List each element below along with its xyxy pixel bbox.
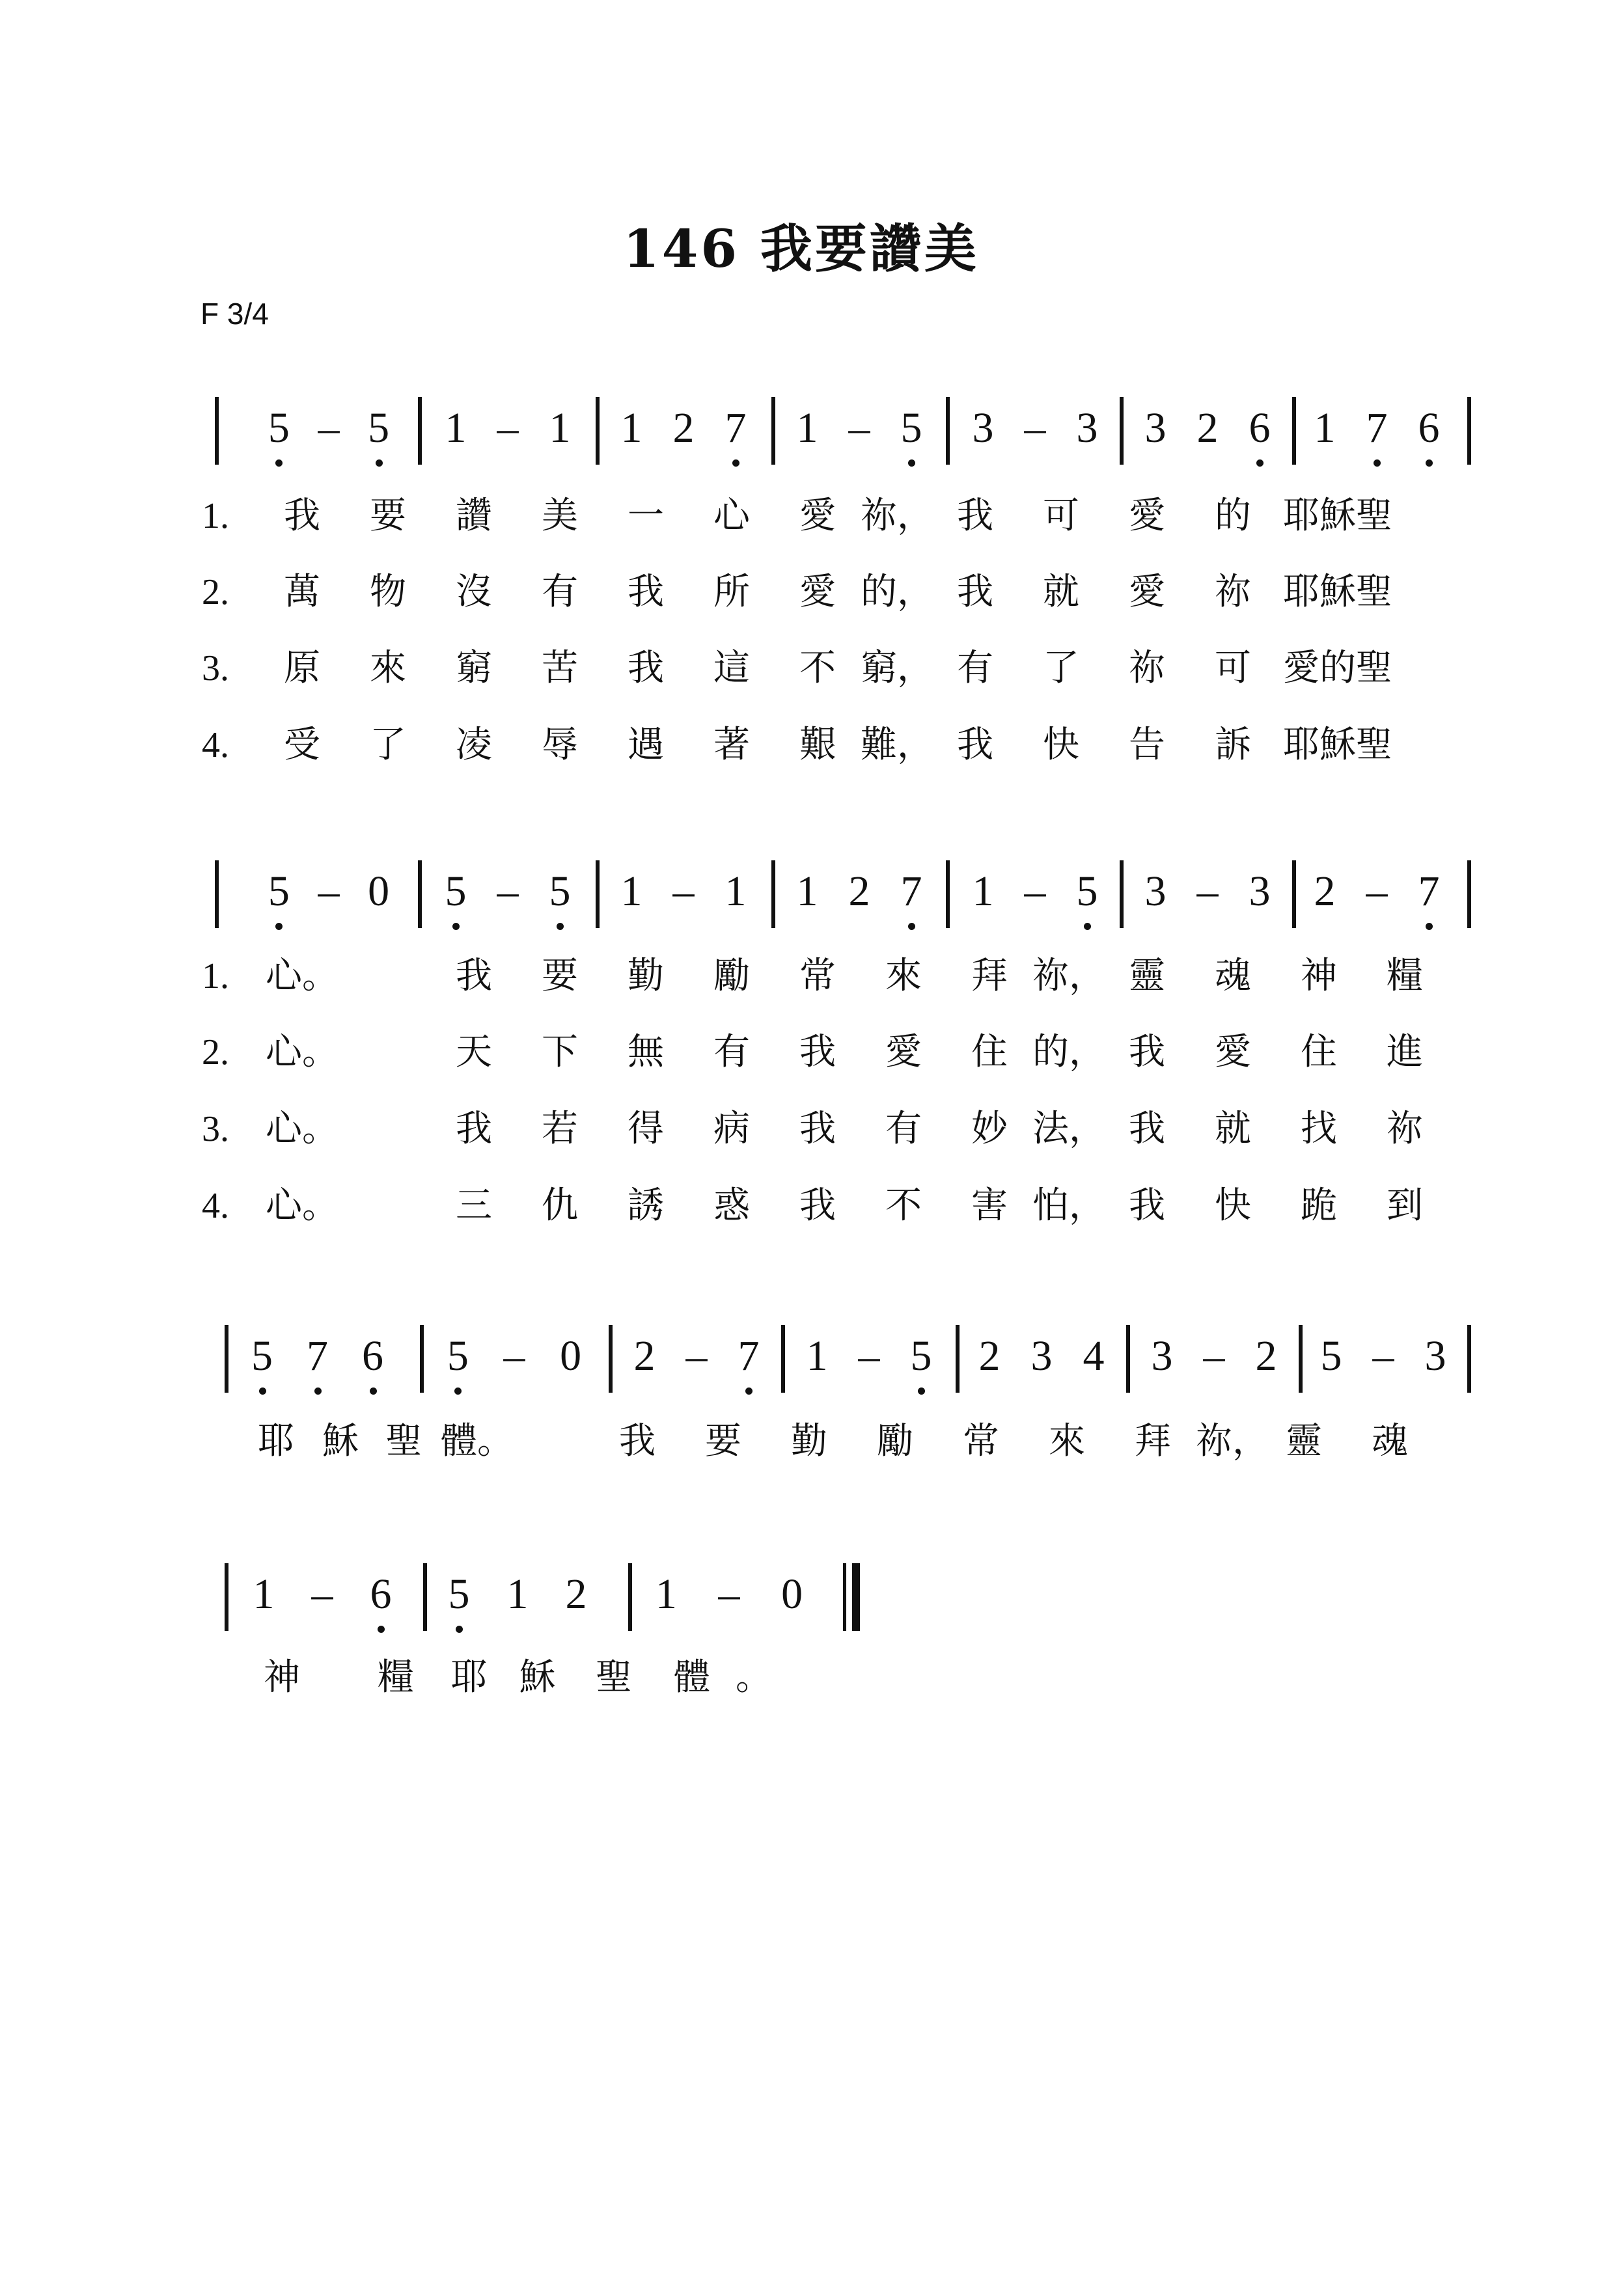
lyric-char: 穌 [322, 1420, 359, 1462]
lyric-char: 我 [957, 571, 993, 613]
lyric-char: 可 [1043, 495, 1079, 537]
lyric-line-verse-3 [202, 646, 1400, 691]
lyric-char: 祢， [1196, 1420, 1269, 1462]
note: – [718, 1570, 740, 1618]
note: 1 [725, 868, 747, 915]
lyric-char: 心。 [266, 955, 338, 997]
note: 3 [1249, 868, 1271, 915]
lyric-char: 住 [971, 1031, 1008, 1073]
lyric-char: 得 [628, 1108, 664, 1150]
lyric-char: 我 [799, 1031, 836, 1073]
lyric-line [241, 1419, 1433, 1464]
lyric-char: 神 [1301, 955, 1337, 997]
lyric-char: 體 [674, 1656, 710, 1699]
barline [1292, 397, 1296, 465]
measure [963, 1325, 1120, 1403]
lyric-char: 勤 [628, 955, 664, 997]
note: 0 [368, 868, 390, 915]
note: 7 [1357, 397, 1396, 459]
note: 5 [1068, 860, 1107, 923]
note: – [1024, 404, 1046, 452]
note: 2 [978, 1332, 1001, 1380]
lyric-char: 勵 [877, 1420, 913, 1462]
lyric-char: 我 [628, 647, 664, 689]
barline [628, 1563, 632, 1631]
note: 7 [892, 860, 931, 923]
lyric-char: 。 [736, 1656, 772, 1699]
lyric-char: 魂 [1215, 955, 1251, 997]
note: – [685, 1332, 708, 1380]
measure [1129, 860, 1286, 938]
barline [420, 1325, 424, 1393]
lyric-char: 聖 [385, 1420, 422, 1462]
lyric-char: 可 [1215, 647, 1251, 689]
note: 3 [1144, 404, 1167, 452]
note: 1 [549, 404, 571, 452]
verse-number: 2. [202, 572, 229, 612]
lyric-char: 來 [1049, 1420, 1085, 1462]
lyric-char: 祢 [1215, 571, 1251, 613]
note: 5 [439, 1563, 478, 1626]
lyric-char: 我 [799, 1108, 836, 1150]
measure [781, 860, 937, 938]
lyric-char: 遇 [628, 724, 664, 766]
note: 5 [892, 397, 931, 459]
lyric-char: 我 [1129, 1184, 1165, 1227]
lyric-char: 拜 [971, 955, 1008, 997]
barline [771, 860, 775, 928]
lyric-char: 病 [713, 1108, 750, 1150]
lyric-char: 耶穌聖 [1283, 724, 1392, 766]
note: 5 [902, 1325, 941, 1387]
note: 1 [806, 1332, 828, 1380]
lyric-char: 不 [885, 1184, 922, 1227]
key-signature: F 3/4 [200, 297, 269, 331]
measure [1299, 860, 1455, 938]
note: – [497, 868, 519, 915]
note: 7 [1409, 860, 1448, 923]
note: 6 [353, 1325, 393, 1387]
lyric-line [246, 1655, 780, 1701]
note: 6 [361, 1563, 400, 1626]
note: – [497, 404, 519, 452]
note: – [672, 868, 695, 915]
lyric-char: 三 [456, 1184, 492, 1227]
lyric-char: 受 [284, 724, 320, 766]
lyric-char: 我 [284, 495, 320, 537]
lyric-char: 辱 [542, 724, 578, 766]
note: 0 [560, 1332, 582, 1380]
measure [1136, 1325, 1292, 1403]
lyric-char: 所 [713, 571, 750, 613]
verse-number: 4. [202, 1186, 229, 1226]
lyric-line-verse-1 [202, 953, 1448, 999]
verse-number: 3. [202, 1109, 229, 1149]
measure [1305, 1325, 1461, 1403]
lyric-char: 害 [971, 1184, 1008, 1227]
note: 3 [972, 404, 994, 452]
measure [605, 397, 762, 475]
lyric-char: 我 [957, 495, 993, 537]
note: 2 [672, 404, 695, 452]
lyric-line-verse-2 [202, 1030, 1448, 1075]
lyric-char: 萬 [284, 571, 320, 613]
lyric-char: 愛 [1129, 495, 1165, 537]
lyric-char: 跪 [1301, 1184, 1337, 1227]
lyric-char: 快 [1043, 724, 1079, 766]
barline [225, 1563, 228, 1631]
measure [605, 860, 762, 938]
verse-number: 4. [202, 725, 229, 765]
lyric-char: 不 [799, 647, 836, 689]
lyric-line-verse-1 [202, 493, 1400, 539]
lyric-char: 我 [628, 571, 664, 613]
note: 5 [243, 1325, 282, 1387]
lyric-char: 無 [628, 1031, 664, 1073]
note: 2 [1255, 1332, 1277, 1380]
barline [215, 397, 219, 465]
note: – [318, 404, 340, 452]
lyric-char: 就 [1215, 1108, 1251, 1150]
measure [1299, 397, 1455, 475]
lyric-char: 愛的聖 [1283, 647, 1392, 689]
measure [957, 397, 1113, 475]
barline [1467, 860, 1471, 928]
note: 1 [253, 1570, 275, 1618]
lyric-char: 了 [370, 724, 406, 766]
measure [234, 1325, 400, 1403]
note: – [318, 868, 340, 915]
verse-number: 1. [202, 956, 229, 996]
barline [215, 860, 219, 928]
note: 6 [1240, 397, 1279, 459]
note: 1 [445, 404, 467, 452]
verse-number: 3. [202, 648, 229, 689]
lyric-char: 要 [705, 1420, 741, 1462]
lyric-char: 找 [1301, 1108, 1337, 1150]
note: 1 [506, 1570, 529, 1618]
lyric-char: 訴 [1215, 724, 1251, 766]
barline [418, 397, 422, 465]
note: 3 [1144, 868, 1167, 915]
lyric-char: 來 [885, 955, 922, 997]
lyric-char: 讚 [456, 495, 492, 537]
lyric-char: 拜 [1135, 1420, 1171, 1462]
lyric-char: 美 [542, 495, 578, 537]
note: 2 [565, 1570, 587, 1618]
lyric-char: 穌 [519, 1656, 556, 1699]
note: 7 [729, 1325, 768, 1387]
lyric-char: 若 [542, 1108, 578, 1150]
lyric-char: 天 [456, 1031, 492, 1073]
lyric-char: 愛 [1129, 571, 1165, 613]
note: – [503, 1332, 525, 1380]
lyric-char: 告 [1129, 724, 1165, 766]
barline [1126, 1325, 1130, 1393]
lyric-char: 要 [542, 955, 578, 997]
note: – [1203, 1332, 1225, 1380]
measure [430, 1563, 605, 1641]
measure [791, 1325, 947, 1403]
note: 2 [848, 868, 870, 915]
barline [1120, 397, 1124, 465]
verse-number: 2. [202, 1032, 229, 1073]
lyric-char: 有 [957, 647, 993, 689]
lyric-char: 心 [713, 495, 750, 537]
lyric-char: 有 [885, 1108, 922, 1150]
lyric-char: 沒 [456, 571, 492, 613]
lyric-char: 常 [799, 955, 836, 997]
barline [609, 1325, 613, 1393]
verse-number: 1. [202, 496, 229, 536]
lyric-line-verse-4 [202, 722, 1400, 768]
lyric-char: 耶穌聖 [1283, 495, 1392, 537]
lyric-line-verse-3 [202, 1106, 1448, 1152]
lyric-char: 常 [963, 1420, 999, 1462]
measure [781, 397, 937, 475]
lyric-char: 體。 [441, 1420, 514, 1462]
staff-row [215, 860, 1471, 938]
lyric-char: 凌 [456, 724, 492, 766]
note: 6 [1409, 397, 1448, 459]
lyric-char: 勵 [713, 955, 750, 997]
lyric-char: 靈 [1286, 1420, 1322, 1462]
barline [781, 1325, 785, 1393]
lyric-char: 的， [861, 571, 933, 613]
hymn-title: 146 我要讚美 [623, 218, 979, 279]
note: 0 [781, 1570, 803, 1618]
barline [771, 397, 775, 465]
lyric-char: 神 [264, 1656, 300, 1699]
note: 5 [438, 1325, 477, 1387]
measure [430, 1325, 599, 1403]
lyric-char: 我 [619, 1420, 656, 1462]
lyric-char: 我 [957, 724, 993, 766]
note: 1 [972, 868, 994, 915]
measure [430, 397, 586, 475]
lyric-char: 有 [713, 1031, 750, 1073]
lyric-char: 這 [713, 647, 750, 689]
note: 1 [620, 868, 642, 915]
lyric-char: 著 [713, 724, 750, 766]
lyric-char: 我 [1129, 1031, 1165, 1073]
barline [418, 860, 422, 928]
measure [430, 860, 586, 938]
lyric-char: 妙 [971, 1108, 1008, 1150]
note: 5 [436, 860, 475, 923]
lyric-char: 窮， [861, 647, 933, 689]
staff-row [215, 397, 1471, 475]
lyric-char: 勤 [791, 1420, 827, 1462]
lyric-char: 艱 [799, 724, 836, 766]
lyric-char: 聖 [596, 1656, 632, 1699]
barline [596, 860, 600, 928]
note: 5 [1320, 1332, 1342, 1380]
barline [225, 1325, 228, 1393]
lyric-char: 耶穌聖 [1283, 571, 1392, 613]
note: 7 [298, 1325, 337, 1387]
lyric-char: 的， [1032, 1031, 1105, 1073]
lyric-char: 住 [1301, 1031, 1337, 1073]
note: – [848, 404, 870, 452]
note: – [1372, 1332, 1394, 1380]
staff-row [225, 1563, 876, 1641]
lyric-char: 我 [799, 1184, 836, 1227]
note: 5 [359, 397, 398, 459]
note: 4 [1083, 1332, 1105, 1380]
lyric-char: 就 [1043, 571, 1079, 613]
note: – [311, 1570, 333, 1618]
lyric-char: 耶 [450, 1656, 488, 1699]
lyric-char: 我 [1129, 1108, 1165, 1150]
lyric-char: 心。 [266, 1031, 338, 1073]
lyric-char: 愛 [799, 495, 836, 537]
lyric-char: 原 [284, 647, 320, 689]
note: 2 [1314, 868, 1336, 915]
note: 3 [1030, 1332, 1053, 1380]
barline [423, 1563, 427, 1631]
lyric-char: 糧 [1387, 955, 1423, 997]
note: – [1196, 868, 1219, 915]
lyric-line-verse-2 [202, 569, 1400, 615]
barline [1467, 1325, 1471, 1393]
lyric-char: 愛 [1215, 1031, 1251, 1073]
barline [1292, 860, 1296, 928]
lyric-char: 誘 [628, 1184, 664, 1227]
lyric-char: 心。 [266, 1108, 338, 1150]
lyric-char: 惑 [713, 1184, 750, 1227]
lyric-char: 怕， [1032, 1184, 1105, 1227]
lyric-char: 下 [542, 1031, 578, 1073]
measure [234, 1563, 410, 1641]
lyric-char: 我 [456, 955, 492, 997]
lyric-char: 祢， [861, 495, 933, 537]
note: 2 [633, 1332, 656, 1380]
lyric-char: 到 [1387, 1184, 1423, 1227]
lyric-char: 靈 [1129, 955, 1165, 997]
measure [254, 860, 404, 938]
note: 3 [1424, 1332, 1446, 1380]
barline [946, 397, 950, 465]
note: 1 [655, 1570, 677, 1618]
note: 3 [1076, 404, 1098, 452]
lyric-char: 我 [456, 1108, 492, 1150]
lyric-char: 有 [542, 571, 578, 613]
lyric-char: 耶 [258, 1420, 294, 1462]
note: 1 [1314, 404, 1336, 452]
lyric-char: 糧 [378, 1656, 414, 1699]
note: – [858, 1332, 880, 1380]
barline [1120, 860, 1124, 928]
measure [1129, 397, 1286, 475]
note: 1 [620, 404, 642, 452]
lyric-char: 法， [1032, 1108, 1105, 1150]
barline [1467, 397, 1471, 465]
lyric-char: 來 [370, 647, 406, 689]
lyric-char: 一 [628, 495, 664, 537]
lyric-char: 窮 [456, 647, 492, 689]
lyric-char: 快 [1215, 1184, 1251, 1227]
note: 5 [259, 397, 298, 459]
note: – [1024, 868, 1046, 915]
lyric-char: 進 [1387, 1031, 1423, 1073]
lyric-char: 祢 [1129, 647, 1165, 689]
staff-row [225, 1325, 1471, 1403]
barline [1299, 1325, 1303, 1393]
barline [946, 860, 950, 928]
measure [635, 1563, 823, 1641]
lyric-line-verse-4 [202, 1183, 1448, 1229]
lyric-char: 愛 [799, 571, 836, 613]
barline [596, 397, 600, 465]
note: 5 [540, 860, 579, 923]
note: 7 [716, 397, 755, 459]
lyric-char: 苦 [542, 647, 578, 689]
note: – [1366, 868, 1388, 915]
note: 1 [796, 404, 818, 452]
lyric-char: 心。 [266, 1184, 338, 1227]
lyric-char: 要 [370, 495, 406, 537]
lyric-char: 愛 [885, 1031, 922, 1073]
lyric-char: 魂 [1372, 1420, 1408, 1462]
lyric-char: 祢 [1387, 1108, 1423, 1150]
measure [618, 1325, 775, 1403]
lyric-char: 的 [1215, 495, 1251, 537]
note: 2 [1196, 404, 1219, 452]
lyric-char: 祢， [1032, 955, 1105, 997]
measure [254, 397, 404, 475]
barline [956, 1325, 960, 1393]
lyric-char: 仇 [542, 1184, 578, 1227]
lyric-char: 了 [1043, 647, 1079, 689]
note: 1 [796, 868, 818, 915]
measure [957, 860, 1113, 938]
note: 3 [1151, 1332, 1173, 1380]
lyric-char: 難， [861, 724, 933, 766]
note: 5 [259, 860, 298, 923]
lyric-char: 物 [370, 571, 406, 613]
